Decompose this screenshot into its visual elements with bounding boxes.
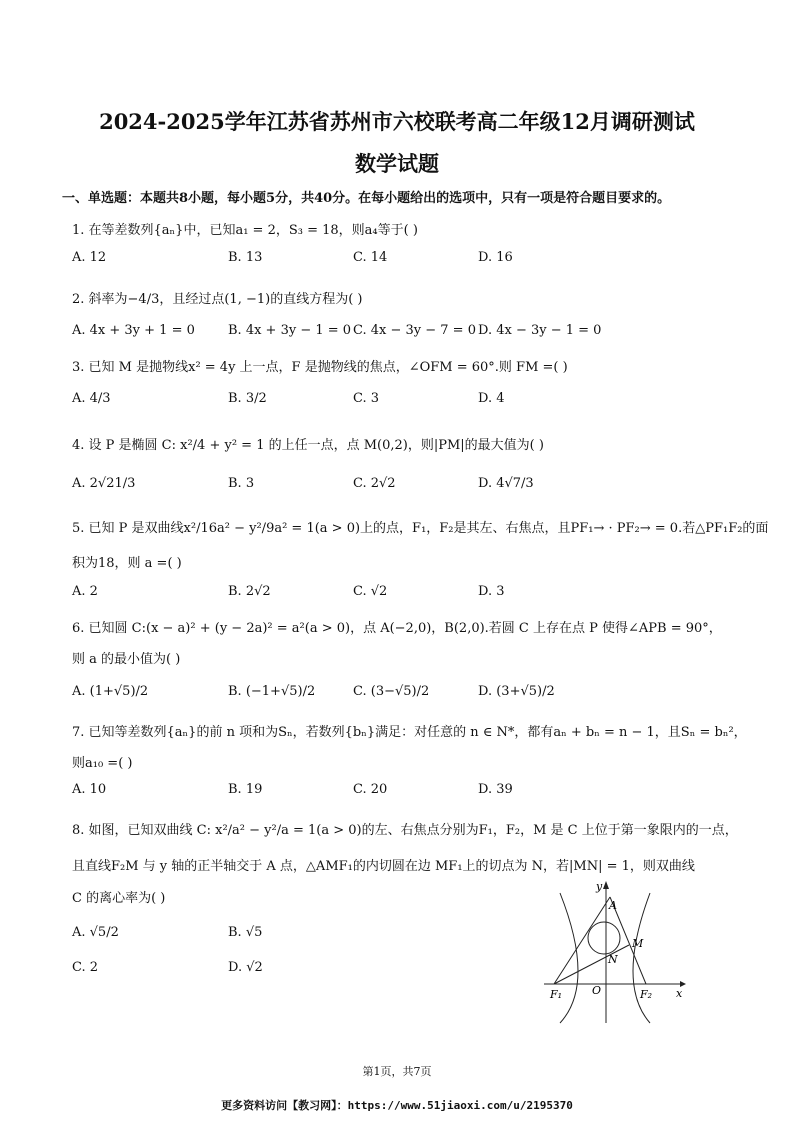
q6-option-a: A. (1+√5)/2 — [72, 684, 149, 699]
q7-option-d: D. 39 — [478, 782, 513, 797]
q1-option-b: B. 13 — [228, 250, 263, 265]
section-heading: 一、单选题：本题共8小题，每小题5分，共40分。在每小题给出的选项中，只有一项是符合题目要求的。 — [62, 191, 671, 206]
question-7-line-1: 7. 已知等差数列{aₙ}的前 n 项和为Sₙ，若数列{bₙ}满足：对任意的 n ∈ N*，都有aₙ + bₙ = n − 1，且Sₙ = bₙ²， — [72, 725, 747, 740]
hyperbola-left-branch — [560, 893, 578, 1023]
question-8-line-1: 8. 如图，已知双曲线 C: x²/a² − y²/a = 1(a > 0)的左、右焦点分别为F₁，F₂，M 是 C 上位于第一象限内的一点， — [72, 823, 738, 838]
q7-option-a: A. 10 — [72, 782, 107, 797]
q8-option-a: A. √5/2 — [72, 925, 119, 940]
q5-option-b: B. 2√2 — [228, 584, 271, 599]
question-3: 3. 已知 M 是抛物线x² = 4y 上一点，F 是抛物线的焦点，∠OFM = 60°.则 FM =( ) — [72, 360, 568, 375]
q1-option-a: A. 12 — [72, 250, 107, 265]
q3-option-b: B. 3/2 — [228, 391, 267, 406]
label-a: A — [609, 899, 617, 912]
question-2: 2. 斜率为−4/3，且经过点(1, −1)的直线方程为( ) — [72, 292, 363, 307]
q8-option-d: D. √2 — [228, 960, 263, 975]
q2-option-d: D. 4x − 3y − 1 = 0 — [478, 323, 602, 338]
q5-option-a: A. 2 — [72, 584, 98, 599]
y-axis-arrow — [603, 881, 609, 889]
q3-option-a: A. 4/3 — [72, 391, 111, 406]
question-6-line-1: 6. 已知圆 C:(x − a)² + (y − 2a)² = a²(a > 0)，点 A(−2,0)，B(2,0).若圆 C 上存在点 P 使得∠APB = 90°， — [72, 621, 722, 636]
line-f1-a — [554, 897, 610, 984]
q8-option-b: B. √5 — [228, 925, 263, 940]
q2-option-b: B. 4x + 3y − 1 = 0 — [228, 323, 352, 338]
q8-option-c: C. 2 — [72, 960, 99, 975]
label-o: O — [592, 984, 602, 997]
q4-option-d: D. 4√7/3 — [478, 476, 534, 491]
q6-option-b: B. (−1+√5)/2 — [228, 684, 316, 699]
q6-option-c: C. (3−√5)/2 — [353, 684, 430, 699]
q4-option-a: A. 2√21/3 — [72, 476, 136, 491]
q1-option-c: C. 14 — [353, 250, 388, 265]
label-m: M — [632, 937, 644, 950]
q2-option-a: A. 4x + 3y + 1 = 0 — [72, 323, 195, 338]
page-number: 第1页，共7页 — [362, 1065, 432, 1078]
label-f2: F₂ — [640, 988, 653, 1001]
question-5-line-1: 5. 已知 P 是双曲线x²/16a² − y²/9a² = 1(a > 0)上的点，F₁，F₂是其左、右焦点，且PF₁→ · PF₂→ = 0.若△PF₁F₂的面 — [72, 521, 769, 536]
q3-option-d: D. 4 — [478, 391, 505, 406]
label-x: x — [676, 987, 683, 1000]
q3-option-c: C. 3 — [353, 391, 380, 406]
q2-option-c: C. 4x − 3y − 7 = 0 — [353, 323, 476, 338]
q7-option-c: C. 20 — [353, 782, 388, 797]
question-8-line-2: 且直线F₂M 与 y 轴的正半轴交于 A 点，△AMF₁的内切圆在边 MF₁上的切点为 N，若|MN| = 1，则双曲线 — [72, 859, 695, 874]
question-5-line-2: 积为18，则 a =( ) — [72, 556, 182, 571]
label-n: N — [608, 953, 618, 966]
exam-subtitle: 数学试题 — [355, 151, 439, 176]
hyperbola-figure — [536, 875, 686, 1025]
exam-title: 2024-2025学年江苏省苏州市六校联考高二年级12月调研测试 — [99, 109, 695, 134]
question-8-line-3: C 的离心率为( ) — [72, 891, 166, 906]
q4-option-c: C. 2√2 — [353, 476, 396, 491]
question-1: 1. 在等差数列{aₙ}中，已知a₁ = 2，S₃ = 18，则a₄等于( ) — [72, 223, 418, 238]
question-4: 4. 设 P 是椭圆 C: x²/4 + y² = 1 的上任一点，点 M(0,2)，则|PM|的最大值为( ) — [72, 438, 544, 453]
question-7-line-2: 则a₁₀ =( ) — [72, 756, 133, 771]
q5-option-d: D. 3 — [478, 584, 505, 599]
q6-option-d: D. (3+√5)/2 — [478, 684, 555, 699]
question-6-line-2: 则 a 的最小值为( ) — [72, 652, 181, 667]
incircle — [588, 922, 620, 954]
q7-option-b: B. 19 — [228, 782, 263, 797]
label-f1: F₁ — [550, 988, 563, 1001]
line-f1-m — [554, 945, 629, 984]
q4-option-b: B. 3 — [228, 476, 255, 491]
q5-option-c: C. √2 — [353, 584, 388, 599]
q1-option-d: D. 16 — [478, 250, 513, 265]
label-y: y — [596, 880, 603, 893]
resource-link[interactable]: 更多资料访问【教习网】：https://www.51jiaoxi.com/u/2195370 — [221, 1099, 573, 1112]
